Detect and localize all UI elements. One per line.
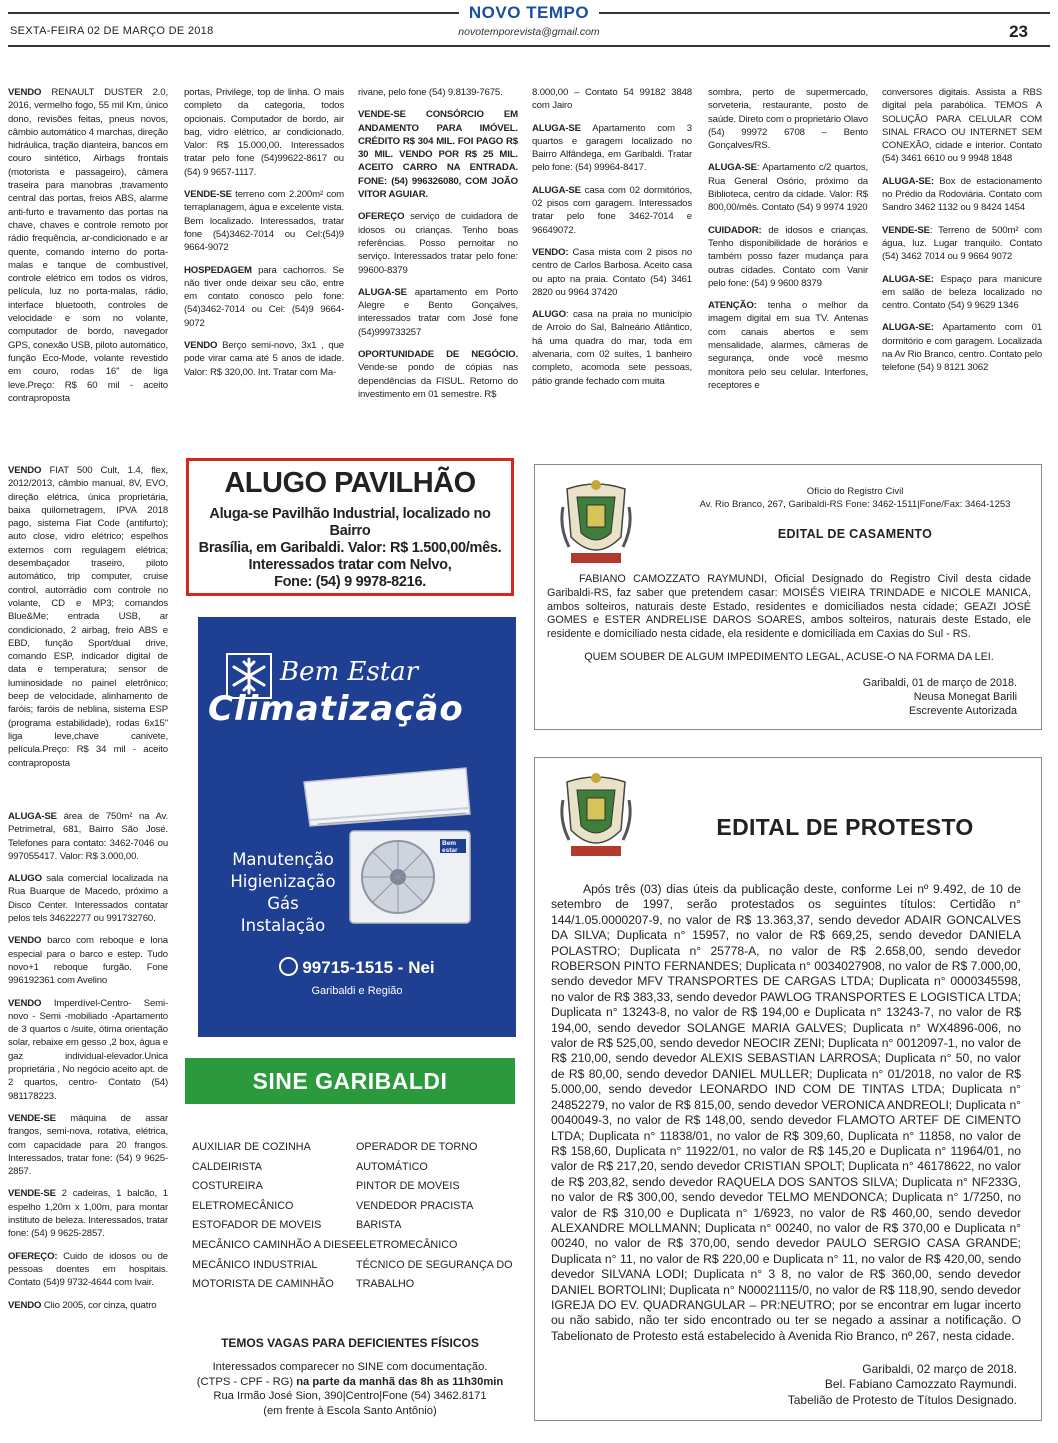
protesto-text: Após três (03) dias úteis da publicação deste, conforme Lei nº 9.492, de 10 de setembro de 1997, serão protestados os seguintes títulos: Certidão n° 144/1.05.0000207-9, no valor de R$ 13.363,37, sendo devedor ADAIR GONCALVES DA SILVA; Duplicata n° 15957, no valor de R$ 669,25, sendo devedor DANIELA POLASTRO; Duplicata n° 25778-A, no valor de R$ 2.658,00, sendo devedor ROBERSON PINTO FERNANDES; Duplicata n° 0034027908, no valor de R$ 7.000,00, sendo devedor MFV TRANSPORTES DE CARGAS LTDA; Duplicata n° 0000345598, no valor de R$ 383,33, sendo devedor PAWLOG TRANSPORTES E LOGISTICA LTDA; Duplicata n° 13243-8, no valor de R$ 194,00 e Duplicata n° 13243-7, no valor de R$ 194,00, sendo devedor SOLANGE MARIA GALVES; Duplicata n° WX4896-006, no valor de R$ 525,00, sendo devedor NEOCIR ZENI; Duplicata n° 0012097-1, no valor de R$ 210,00, sendo devedor ALEXIS SEBASTIAN LARROSA; Duplicata n° 50, no valor de R$ 80,00, sendo devedor DANIEL MULLER; Duplicata n° 01/2018, no valor de R$ 5.000,00, sendo devedor LEONARDO IND COM DE TINTAS LTDA; Duplicata n° 24852279, no valor de R$ 815,00, sendo devedor VERONICA ANDREOLI; Duplicata n° 0040049-3, no valor de R$ 148,00, sendo devedor FLAMOTO ARTEF DE CIMENTO LTDA; Duplicata n° 11838/01, no valor de R$ 309,60, Duplicata n° 11858, no valor de R$ 158,60, Duplicata n° 11922/01, no valor de R$ 145,20 e Duplicata n° 11964/01, no valor de R$ 217,20, sendo devedor CRISTIAN SPOLT; Duplicata n° 46178622, no valor de R$ 203,82, sendo devedor RAQUELA DOS SANTOS SILVA; Duplicata n° NF233G, no valor de R$ 300,00, sendo devedor TELMO MENDONCA; Duplicata n° 1/7250, no valor de R$ 310,00 e Duplicata n° 1/6923, no valor de R$ 460,00, sendo devedor ALEXANDRE MOLLMANN; Duplicata n° 00240, no valor de R$ 370,00 e Duplicata n° 00240, no valor de R$ 370,00, sendo devedor PAULO SERGIO CASA GRANDE; Duplicata n° 11, no valor de R$ 220,00 e Duplicata n° 11, no valor de R$ 420,00, sendo devedor SILVANA LODI; Duplicata n° 3 8, no valor de R$ 360,00, sendo devedor DANIEL BORTOLINI; Duplicata n° N00021115/0, no valor de R$ 118,90, sendo devedor IGREJA DO EV. QUADRANGULAR – PR:NEUTRO; por se encontrar em lugar incerto ou não sabido, não ter sido encontrado ou ter se negado a assinar a notificação. O Tabelionato de Protesto está estabelecido à Avenida Rio Branco, nº 267, nesta cidade. bbox=[551, 882, 1021, 1343]
registry-office-name: Ofício do Registro Civil bbox=[806, 486, 904, 497]
classified-text: para cachorros. Se não tiver onde deixar seu cão, entre em contato conosco pelo fone: (54)3462-7014 ou Cel: (54)9 9664-9072 bbox=[184, 264, 344, 329]
classified-column-3 bbox=[358, 86, 518, 410]
classified-keyword: VENDE-SE bbox=[882, 224, 930, 236]
pavilhao-body bbox=[189, 506, 511, 591]
classified-text: : Apartamento c/2 quartos, Rua General Osório, próximo da Biblioteca, centro da cidade. Valor: R$ 800,00/mês. Contato (54) 9 9974 1920 bbox=[708, 162, 868, 214]
sine-landmark: (em frente à Escola Santo Antônio) bbox=[263, 1404, 437, 1417]
edital-protesto bbox=[534, 757, 1042, 1421]
protesto-role: Tabelião de Protesto de Títulos Designado. bbox=[787, 1392, 1017, 1407]
classified-text: Vende-se pondo de cópias nas dependências da FISUL. Retorno do investimento em 01 semestre. R$ bbox=[358, 362, 518, 400]
classified-text: Berço semi-novo, 3x1 , que pode virar cama até 5 anos de idade. Valor: R$ 320,00. Int. Tratar com Ma- bbox=[184, 340, 344, 378]
classified-ad bbox=[8, 1187, 168, 1240]
classified-keyword: VENDE-SE bbox=[8, 1188, 56, 1200]
whatsapp-icon bbox=[279, 957, 298, 976]
casamento-role: Escrevente Autorizada bbox=[908, 704, 1017, 717]
brand-name: NOVO TEMPO bbox=[459, 3, 599, 23]
job-item: MOTORISTA DE CAMINHÃO bbox=[192, 1278, 334, 1291]
classified-ad bbox=[8, 997, 168, 1103]
bemestar-brand-main: Climatização bbox=[208, 689, 464, 729]
state-coat-of-arms-icon bbox=[557, 770, 635, 864]
brand-email[interactable]: novotemporevista@gmail.com bbox=[458, 26, 600, 38]
classified-ad bbox=[358, 210, 518, 276]
classified-ad bbox=[532, 246, 692, 299]
protesto-signature bbox=[788, 1362, 1017, 1408]
job-item: TÉCNICO DE SEGURANÇA DO bbox=[356, 1258, 513, 1271]
classified-keyword: ALUGA-SE bbox=[8, 811, 57, 822]
classified-ad bbox=[184, 86, 344, 179]
classified-text: 2 cadeiras, 1 balcão, 1 espelho 1,20m x 1,00m, para montar instituto de beleza. Interessados, tratar fone: (54) 9 9625-2857. bbox=[8, 1188, 168, 1240]
classified-text: conversores digitais. Assista a RBS digital pela parabólica. TEMOS A SOLUÇÃO PARA CELULAR COM SINAL FRACO OU INTERNET SEM CONEXÃO, cidade e interior. Contato (54) 3461 6610 ou 9 9948 1848 bbox=[882, 87, 1042, 165]
protesto-date: Garibaldi, 02 março de 2018. bbox=[862, 1362, 1017, 1376]
header-rule-bottom bbox=[8, 45, 1050, 47]
protesto-body bbox=[551, 882, 1021, 1344]
classified-ad bbox=[882, 273, 1042, 313]
classified-column-1-lower bbox=[8, 810, 168, 1321]
classified-keyword: HOSPEDAGEM bbox=[184, 264, 252, 276]
casamento-text: FABIANO CAMOZZATO RAYMUNDI, Oficial Designado do Registro Civil desta cidade Garibaldi-RS, faz saber que pretendem casar: MOISÉS VIEIRA TRINDADE e NICOLE MANICA, ambos solteiros, naturais deste Estado, residentes e domiciliados nesta cidade; GEAZI JOSÉ GOMES e ESTER ANDRELISE DAROS SOARES, ambos solteiros, naturais deste Estado, ele residente e domiciliado nesta cidade, ela residente e domiciliada em Caxias do Sul - RS. bbox=[547, 573, 1031, 641]
pavilhao-line: Brasília, em Garibaldi. Valor: R$ 1.500,00/mês. bbox=[198, 540, 502, 556]
sine-jobs-right bbox=[356, 1138, 516, 1295]
classified-keyword: ALUGO bbox=[8, 873, 42, 885]
protesto-signer: Bel. Fabiano Camozzato Raymundi. bbox=[824, 1377, 1017, 1392]
classified-column-5 bbox=[708, 86, 868, 401]
classified-keyword: OFEREÇO: bbox=[8, 1250, 58, 1262]
classified-ad bbox=[8, 86, 168, 405]
protesto-title: EDITAL DE PROTESTO bbox=[716, 814, 974, 840]
classified-text: terreno com 2.200m² com terraplanagem, água e excelente vista. Bem localizado. Interessados, tratar fone (54)3462-7014 ou Cel:(54)9 9664-9072 bbox=[184, 189, 344, 254]
casamento-body bbox=[547, 573, 1031, 642]
job-item: BARISTA bbox=[356, 1219, 402, 1232]
job-item: VENDEDOR PRACISTA bbox=[356, 1199, 474, 1212]
classified-text: de idosos e crianças. Tenho disponibilidade de horários e também posso fazer mudança para outras cidades. Contato com Vanir pelo fone: (54) 9 9600 8379 bbox=[708, 224, 868, 289]
classified-ad bbox=[358, 108, 518, 201]
classified-text: barco com reboque e lona especial para o barco e estep. Tudo novo+1 reboque furgão. Fone 996192361 com Avelino bbox=[8, 935, 168, 987]
classified-keyword: ALUGA-SE: bbox=[882, 175, 934, 187]
bemestar-ad bbox=[198, 617, 516, 1037]
classified-keyword: VENDE-SE bbox=[184, 189, 232, 201]
classified-text: : Terreno de 500m² com água, luz. Lugar tranquilo. Contato (54) 3462 7014 ou 9 9664 9072 bbox=[882, 224, 1042, 263]
classified-ad bbox=[708, 161, 868, 214]
pavilhao-line: Interessados tratar com Nelvo, bbox=[248, 557, 452, 573]
classified-ad bbox=[8, 1299, 168, 1312]
sine-docs: (CTPS - CPF - RG) bbox=[196, 1375, 297, 1388]
job-item: COSTUREIRA bbox=[192, 1180, 263, 1193]
classified-text: FIAT 500 Cult, 1.4, flex, 2012/2013, câmbio manual, 8V, EVO, direção elétrica, única proprietária, baixa quilometragem, IPVA 2018 pago, sistema Fiat Code (antifurto); auto close, vidro elétrico; espelhos externos com regulagem elétrica; desembaçador traseiro, piloto automático, trip computer, cruise control, autorrádio com controle no volante, CD e MP3; comandos Blue&Me; entrada USB, ar condicionado, 2 airbag, freio ABS e EBD, função Sport/dual drive, comando ESP, indicador digital de data e temperatura; sensor de luminosidade no painel eletrônico; beep de velocidade, alinhamento de faróis; faróis de neblina, sistema ESP (programa estabilidade), rodas 6x15'' liga leve,chave canivete, película.Preço: R$ 34 mil - aceito contraproposta bbox=[8, 465, 168, 769]
classified-text: casa com 02 dormitórios, 02 pisos com garagem. Interessados tratar pelo fone 3462-7014 e 96649072. bbox=[532, 184, 692, 236]
classified-ad bbox=[184, 188, 344, 254]
classified-text: tenha o melhor da imagem digital em sua TV. Antenas com canais abertos e sem mensalidade, alarmes, câmeras de segurança, onde você mesmo monitora pelo seu celular. Interfones, receptores e bbox=[708, 300, 868, 391]
classified-keyword: VENDO bbox=[8, 997, 42, 1009]
service-item: Higienização bbox=[230, 872, 336, 891]
job-item: PINTOR DE MOVEIS bbox=[356, 1180, 460, 1193]
pavilhao-ad bbox=[186, 458, 514, 596]
service-item: Instalação bbox=[240, 916, 326, 935]
sine-ad bbox=[185, 1058, 515, 1428]
classified-keyword: CUIDADOR: bbox=[708, 224, 762, 236]
classified-text: Cuido de idosos ou de pessoas doentes em hospitais. Contato (54)9 9732-4644 com Ivair. bbox=[8, 1250, 168, 1289]
classified-text: máquina de assar frangos, semi-nova, rotativa, elétrica, com capacidade para 20 frangos. Interessados, tratar fone: (54) 9 9625-2857. bbox=[8, 1112, 168, 1178]
bemestar-phone-text: 99715-1515 - Nei bbox=[302, 958, 435, 977]
classified-keyword: VENDO bbox=[184, 340, 218, 352]
classified-ad bbox=[8, 934, 168, 987]
classified-text: apartamento em Porto Alegre e Bento Gonçalves, interessados tratar com José fone (54)999733257 bbox=[358, 286, 518, 338]
classified-keyword: ALUGA-SE bbox=[358, 286, 407, 298]
sine-hours: na parte da manhã das 8h as 11h30min bbox=[296, 1375, 504, 1388]
job-item: MECÂNICO INDUSTRIAL bbox=[192, 1258, 318, 1271]
classified-text: Imperdível-Centro- Semi-novo - Semi -mobiliado -Apartamento de 3 quartos c /suite, ótima orientação solar, rebaixe em gesso ,2 box, água e gaz individual-elevador.Unica proprietária , No negócio aceito apt. de 2 quartos, centro- Contato (54) 981178223. bbox=[8, 997, 168, 1102]
classified-text: Casa mista com 2 pisos no centro de Carlos Barbosa. Aceito casa ou apto na praia. Contato (54) 3461 2820 ou 9964 37420 bbox=[532, 246, 692, 298]
classified-column-1-top bbox=[8, 86, 168, 414]
casamento-notice: QUEM SOUBER DE ALGUM IMPEDIMENTO LEGAL, ACUSE-O NA FORMA DA LEI. bbox=[584, 651, 994, 663]
classified-ad bbox=[358, 348, 518, 401]
classified-text: portas, Privilege, top de linha. O mais completo da categoria, todos opcionais. Computador de bordo, air bag, vidro elétrico, ar condicionado. Valor: R$ 15.000,00. Interessados tratar pelo fone (54)99622-8617 ou (54) 9 9657-1117. bbox=[184, 87, 344, 178]
classified-ad bbox=[708, 224, 868, 290]
classified-keyword: VENDO bbox=[8, 935, 42, 947]
job-item: ESTOFADOR DE MOVEIS bbox=[192, 1219, 322, 1232]
classified-keyword: ALUGO bbox=[532, 309, 566, 321]
classified-keyword: ALUGA-SE bbox=[532, 184, 581, 196]
unit-label-line: Bem bbox=[442, 840, 457, 847]
bemestar-phone[interactable] bbox=[198, 957, 516, 978]
classified-keyword: VENDO bbox=[8, 465, 42, 476]
state-coat-of-arms-icon bbox=[557, 477, 635, 571]
classified-text: Apartamento com 01 dormitório e com garagem. Localizada na Av Rio Branco, centro. Contato pelo telefone (54) 9 8121 3062 bbox=[882, 322, 1042, 374]
bemestar-brand-top: Bem Estar bbox=[280, 657, 419, 687]
classified-ad bbox=[184, 264, 344, 330]
classified-ad bbox=[708, 299, 868, 392]
registry-office-address: Av. Rio Branco, 267, Garibaldi-RS Fone: 3462-1511|Fone/Fax: 3464-1253 bbox=[699, 499, 1011, 510]
registry-office-header bbox=[675, 485, 1035, 511]
classified-keyword: VENDE-SE CONSÓRCIO EM ANDAMENTO PARA IMÓVEL. CRÉDITO R$ 304 MIL. FOI PAGO R$ 30 MIL. VENDO POR R$ 25 MIL. ACEITO CARRO NA ENTRADA. FONE: (54) 996326080, COM JOÃO VITOR AGUIAR. bbox=[358, 109, 518, 201]
classified-keyword: ALUGA-SE: bbox=[882, 322, 934, 334]
classified-text: área de 750m² na Av. Petrimetral, 681, Bairro São José. Telefones para contato: 3462-7046 ou 997055417. Valor: R$ 3.000,00. bbox=[8, 811, 168, 862]
classified-text: Apartamento com 3 quartos e garagem localizado no Bairro Alfândega, em Garibaldi. Tratar pelo fone: (54) 99964-8417. bbox=[532, 122, 692, 174]
job-item: AUTOMÁTICO bbox=[356, 1160, 428, 1173]
classified-text: : casa na praia no município de Arroio do Sal, Balneário Atlântico, há uma quadra do mar, toda em alvenaria, com 02 suítes, 1 banheiro completo, acomoda sete pessoas, pátio grande fechado com muita bbox=[532, 309, 692, 387]
classified-ad bbox=[184, 339, 344, 379]
classified-ad bbox=[882, 321, 1042, 374]
classified-keyword: OPORTUNIDADE DE NEGÓCIO. bbox=[358, 349, 518, 361]
classified-keyword: ALUGA-SE bbox=[532, 122, 581, 134]
classified-keyword: VENDO bbox=[8, 87, 42, 98]
classified-ad bbox=[532, 184, 692, 237]
classified-ad bbox=[8, 1250, 168, 1290]
pavilhao-line: Aluga-se Pavilhão Industrial, localizado no Bairro bbox=[209, 506, 491, 539]
classified-keyword: ATENÇÃO: bbox=[708, 300, 757, 312]
job-item: OPERADOR DE TORNO bbox=[356, 1141, 478, 1153]
classified-ad bbox=[358, 86, 518, 99]
casamento-signer: Neusa Monegat Barili bbox=[913, 690, 1017, 703]
classified-keyword: OFEREÇO bbox=[358, 211, 405, 223]
classified-text: sala comercial localizada na Rua Buarque de Macedo, próximo a Disco Center. Interessados contatar pelos tels 34622277 ou 991732760. bbox=[8, 873, 168, 925]
classified-text: Box de estacionamento no Prédio da Rodoviária. Contato com Sandro 3462 1132 ou 9 8424 1454 bbox=[882, 175, 1042, 214]
sine-jobs-left bbox=[192, 1138, 362, 1295]
classified-column-6 bbox=[882, 86, 1042, 384]
classified-column-2 bbox=[184, 86, 344, 388]
classified-ad bbox=[882, 175, 1042, 215]
classified-ad bbox=[8, 1112, 168, 1178]
classified-ad bbox=[532, 122, 692, 175]
classified-ad bbox=[532, 308, 692, 388]
bemestar-region: Garibaldi e Região bbox=[311, 985, 403, 997]
classified-text: sombra, perto de supermercado, sorveteria, restaurante, posto de saúde. Direto com o proprietário Olavo (54) 99972 6708 – Bento Gonçalves/RS. bbox=[708, 87, 868, 152]
sine-info bbox=[185, 1360, 515, 1418]
service-item: Gás bbox=[267, 894, 299, 913]
classified-ad bbox=[708, 86, 868, 152]
classified-text: RENAULT DUSTER 2.0, 2016, vermelho fogo, 55 mil Km, único dono, revisões feitas, pneus novos, câmbio automático 4 marchas, direção hidráulica, tração dianteira, bancos em couro sintético, Airbags frontais (motorista e passageiro), câmera traseira para manobras ,travamento central das portas, freios ABS, alarme anti-furto e travamento das portas na chave, chaves e controle remoto por rádio frequência, ar-condicionado e ar quente, comando interno do porta-malas e tanque de combustível, controle elétrico em todos os vidros, película, luz no porta-malas, rádio, interface bluetooth, controles de velocidade e som no volante, computador de bordo, navegador GPS, conexão USB, piloto automático, função Eco-Mode, volante revestido em couro, rodas 16'' de liga leve.Preço: R$ 60 mil - aceito contraproposta bbox=[8, 87, 168, 404]
classified-ad bbox=[882, 86, 1042, 166]
bemestar-services bbox=[208, 849, 358, 937]
classified-keyword: VENDE-SE bbox=[8, 1112, 56, 1124]
classified-keyword: VENDO bbox=[8, 1299, 42, 1311]
classified-column-1-bottom bbox=[8, 464, 168, 779]
pavilhao-title: ALUGO PAVILHÃO bbox=[224, 467, 476, 499]
classified-ad bbox=[882, 224, 1042, 264]
service-item: Manutenção bbox=[232, 850, 334, 869]
classified-keyword: ALUGA-SE: bbox=[882, 273, 934, 285]
classified-ad bbox=[8, 872, 168, 925]
issue-date: SEXTA-FEIRA 02 DE MARÇO DE 2018 bbox=[10, 25, 214, 37]
job-item: ELETROMECÂNICO bbox=[356, 1238, 458, 1251]
classified-text: Clio 2005, cor cinza, quatro bbox=[41, 1299, 157, 1311]
classified-text: 8.000,00 – Contato 54 99182 3848 com Jairo bbox=[532, 87, 692, 112]
classified-ad bbox=[532, 86, 692, 113]
classified-ad bbox=[358, 286, 518, 339]
job-item: ELETROMECÂNICO bbox=[192, 1199, 294, 1212]
job-item: CALDEIRISTA bbox=[192, 1160, 262, 1173]
casamento-date: Garibaldi, 01 de março de 2018. bbox=[862, 677, 1017, 689]
classified-text: serviço de cuidadora de idosos ou crianças. Tenho boas referências. Posso pernoitar no serviço. Interessados tratar pelo fone: 99600-8379 bbox=[358, 211, 518, 276]
classified-text: rivane, pelo fone (54) 9.8139-7675. bbox=[358, 87, 503, 98]
masthead bbox=[0, 3, 1058, 38]
job-item: AUXILIAR DE COZINHA bbox=[192, 1141, 311, 1153]
casamento-title: EDITAL DE CASAMENTO bbox=[777, 527, 933, 541]
classified-ad bbox=[8, 810, 168, 863]
sine-info-line bbox=[185, 1375, 515, 1390]
edital-casamento bbox=[534, 464, 1042, 730]
pavilhao-line: Fone: (54) 9 9978-8216. bbox=[274, 574, 426, 590]
unit-label-line: estar bbox=[442, 847, 458, 854]
classified-column-4 bbox=[532, 86, 692, 397]
sine-vagas: TEMOS VAGAS PARA DEFICIENTES FÍSICOS bbox=[221, 1336, 479, 1350]
classified-keyword: ALUGA-SE bbox=[708, 162, 757, 174]
sine-title: SINE GARIBALDI bbox=[185, 1058, 515, 1104]
job-item: MECÂNICO CAMINHÃO A DIESEL bbox=[192, 1238, 362, 1251]
sine-info-line: Interessados comparecer no SINE com documentação. bbox=[212, 1361, 488, 1373]
classified-ad bbox=[8, 464, 168, 770]
page-number: 23 bbox=[1009, 22, 1028, 41]
sine-address: Rua Irmão José Sion, 390|Centro|Fone (54) 3462.8171 bbox=[213, 1390, 487, 1403]
classified-text: Espaço para manicure em salão de beleza localizado no centro. Contato (54) 9 9629 1346 bbox=[882, 273, 1042, 312]
casamento-signature bbox=[863, 677, 1017, 718]
job-item: TRABALHO bbox=[356, 1278, 415, 1291]
unit-label bbox=[442, 840, 458, 854]
classified-keyword: VENDO: bbox=[532, 246, 569, 258]
